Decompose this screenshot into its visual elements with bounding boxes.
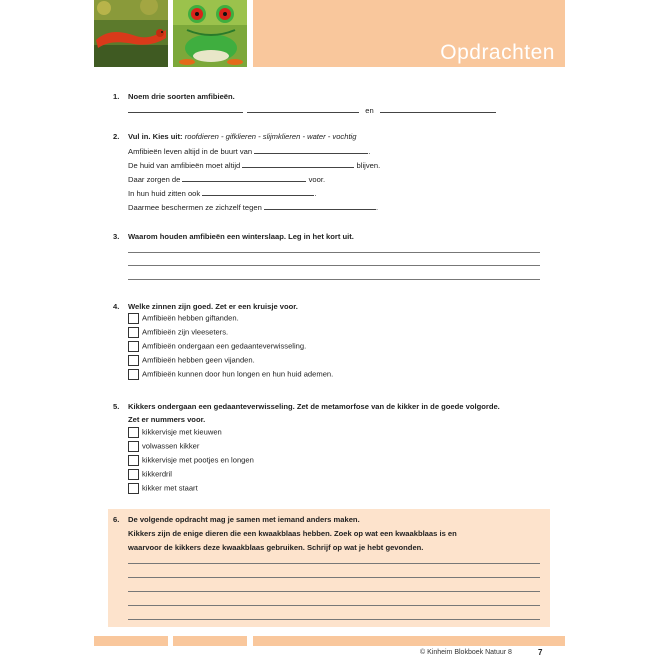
answer-line[interactable] xyxy=(128,265,540,266)
number-box[interactable] xyxy=(128,483,139,494)
footer-bar xyxy=(94,636,168,646)
checkbox[interactable] xyxy=(128,369,139,380)
answer-line[interactable] xyxy=(264,200,379,212)
sentence-start: De huid van amfibieën moet altijd xyxy=(128,161,241,170)
footer-credit: © Kinheim Blokboek Natuur 8 xyxy=(420,649,512,656)
option-label: Amfibieën hebben geen vijanden. xyxy=(142,355,255,365)
question-text: Waarom houden amfibieën een winterslaap. Leg in het kort uit. xyxy=(128,232,354,241)
sentence-end: . xyxy=(368,147,371,156)
answer-line[interactable] xyxy=(202,186,317,198)
question-text: Kikkers zijn de enige dieren die een kwaakblaas hebben. Zoek op wat een kwaakblaas is en xyxy=(128,529,457,538)
answer-line[interactable] xyxy=(128,591,540,592)
checkbox-option xyxy=(128,469,172,480)
checkbox-option xyxy=(128,441,199,452)
page-title: Opdrachten xyxy=(440,41,555,64)
checkbox-option xyxy=(128,327,228,338)
fill-line xyxy=(128,144,370,159)
answer-line[interactable] xyxy=(128,279,540,280)
checkbox-option xyxy=(128,369,333,380)
checkbox-option xyxy=(128,483,198,494)
option-label: volwassen kikker xyxy=(142,441,200,451)
number-box[interactable] xyxy=(128,441,139,452)
option-label: Amfibieën hebben giftanden. xyxy=(142,313,239,323)
answer-line[interactable] xyxy=(128,252,540,253)
option-label: kikkerdril xyxy=(142,469,172,479)
answer-line[interactable] xyxy=(242,158,354,168)
number-box[interactable] xyxy=(128,427,139,438)
fill-line xyxy=(128,172,325,187)
page-number: 7 xyxy=(538,648,543,657)
question-text: Welke zinnen zijn goed. Zet er een kruisje voor. xyxy=(128,302,298,311)
question-number: 4. xyxy=(113,302,120,311)
question-text: waarvoor de kikkers deze kwaakblaas gebruiken. Schrijf op wat je hebt gevonden. xyxy=(128,543,424,552)
answer-row xyxy=(128,103,496,118)
sentence-end: voor. xyxy=(308,175,326,184)
question-number: 1. xyxy=(113,92,120,101)
checkbox[interactable] xyxy=(128,313,139,324)
fill-line xyxy=(128,158,380,173)
answer-line[interactable] xyxy=(380,103,496,113)
sentence-end: blijven. xyxy=(356,161,381,170)
question-lead: Vul in. Kies uit: xyxy=(128,132,183,141)
sentence-start: Amfibieën leven altijd in de buurt van xyxy=(128,147,253,156)
checkbox-option xyxy=(128,341,306,352)
header-band xyxy=(253,0,565,67)
answer-line[interactable] xyxy=(247,103,359,113)
frog-photo xyxy=(173,0,247,67)
option-label: Amfibieën ondergaan een gedaanteverwisseling. xyxy=(142,341,307,351)
question-number: 5. xyxy=(113,402,120,411)
checkbox-option xyxy=(128,313,239,324)
sentence-start: In hun huid zitten ook xyxy=(128,189,201,198)
sentence-end: . xyxy=(375,203,379,212)
answer-line[interactable] xyxy=(128,103,243,113)
answer-line[interactable] xyxy=(128,577,540,578)
word-choices: roofdieren - gifklieren - slijmklieren - water - vochtig xyxy=(184,132,357,141)
checkbox[interactable] xyxy=(128,355,139,366)
option-label: kikker met staart xyxy=(142,483,198,493)
option-label: Amfibieën kunnen door hun longen en hun huid ademen. xyxy=(142,369,334,379)
question-text: Zet er nummers voor. xyxy=(128,415,206,424)
option-label: kikkervisje met kieuwen xyxy=(142,427,222,437)
checkbox[interactable] xyxy=(128,327,139,338)
fill-line xyxy=(128,200,378,215)
salamander-photo xyxy=(94,0,168,67)
question-number: 2. xyxy=(113,132,120,141)
checkbox-option xyxy=(128,355,255,366)
sentence-end: . xyxy=(314,189,317,198)
question-number: 3. xyxy=(113,232,120,241)
number-box[interactable] xyxy=(128,469,139,480)
connector-text: en xyxy=(365,106,374,115)
checkbox-option xyxy=(128,427,222,438)
question-text: Kikkers ondergaan een gedaanteverwisseling. Zet de metamorfose van de kikker in de goede volgorde. xyxy=(128,402,500,411)
answer-line[interactable] xyxy=(128,605,540,606)
answer-line[interactable] xyxy=(128,563,540,564)
option-label: kikkervisje met pootjes en longen xyxy=(142,455,254,465)
question-text: De volgende opdracht mag je samen met iemand anders maken. xyxy=(128,515,360,524)
footer-bar xyxy=(173,636,247,646)
checkbox-option xyxy=(128,455,254,466)
option-label: Amfibieën zijn vleeseters. xyxy=(142,327,229,337)
answer-line[interactable] xyxy=(128,619,540,620)
question-number: 6. xyxy=(113,515,120,524)
number-box[interactable] xyxy=(128,455,139,466)
footer-bar xyxy=(253,636,565,646)
question-text: Noem drie soorten amfibieën. xyxy=(128,92,235,101)
answer-line[interactable] xyxy=(254,144,371,156)
sentence-start: Daarmee beschermen ze zichzelf tegen xyxy=(128,203,262,212)
fill-line xyxy=(128,186,316,201)
sentence-start: Daar zorgen de xyxy=(128,175,181,184)
checkbox[interactable] xyxy=(128,341,139,352)
answer-line[interactable] xyxy=(182,172,306,182)
